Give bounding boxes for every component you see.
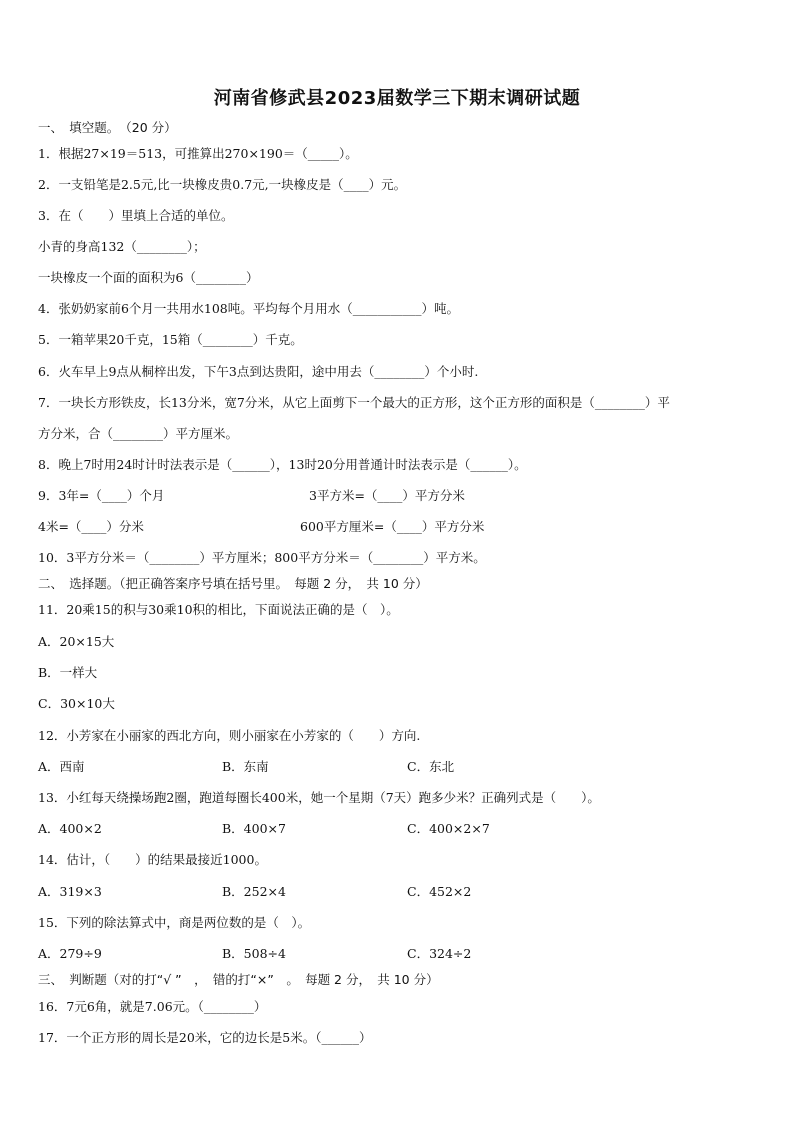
page-title: 河南省修武县2023届数学三下期末调研试题 xyxy=(213,88,581,109)
question-8: 8．晚上7时用24时计时法表示是（______），13时20分用普通计时法表示是（______）。 xyxy=(38,457,527,472)
question-17: 17．一个正方形的周长是20米，它的边长是5米。（______） xyxy=(38,1030,372,1045)
question-9-part-a: 9．3年=（____）个月 xyxy=(38,488,165,503)
question-14-option-c: C．452×2 xyxy=(407,884,472,899)
question-14-option-b: B．252×4 xyxy=(222,884,286,899)
question-13: 13．小红每天绕操场跑2圈，跑道每圈长400米，她一个星期（7天）跑多少米？正确列式是（ ）。 xyxy=(38,790,600,805)
question-13-option-c: C．400×2×7 xyxy=(407,821,490,836)
question-9-part-b: 3平方米=（____）平方分米 xyxy=(309,488,465,503)
question-13-option-a: A．400×2 xyxy=(38,821,102,836)
question-3-part-a: 小青的身高132（________）； xyxy=(38,239,206,254)
question-15-option-c: C．324÷2 xyxy=(407,946,472,961)
question-7-line-2: 方分米，合（________）平方厘米。 xyxy=(38,426,239,441)
section-heading-fill-in: 一、 填空题。 （20 分） xyxy=(38,120,177,135)
question-3-part-b: 一块橡皮一个面的面积为6（________） xyxy=(38,270,259,285)
question-15: 15．下列的除法算式中，商是两位数的是（ ）。 xyxy=(38,915,311,930)
question-14: 14．估计，（ ）的结果最接近1000。 xyxy=(38,852,267,867)
question-12-option-b: B．东南 xyxy=(222,759,269,774)
question-12-option-a: A．西南 xyxy=(38,759,85,774)
question-11-option-c: C．30×10大 xyxy=(38,696,115,711)
question-12: 12．小芳家在小丽家的西北方向，则小丽家在小芳家的（ ）方向. xyxy=(38,728,421,743)
question-16: 16．7元6角，就是7.06元。（________） xyxy=(38,999,267,1014)
question-13-option-b: B．400×7 xyxy=(222,821,286,836)
question-3: 3．在（ ）里填上合适的单位。 xyxy=(38,208,234,223)
question-11-option-a: A．20×15大 xyxy=(38,634,115,649)
question-12-option-c: C．东北 xyxy=(407,759,455,774)
question-15-option-b: B．508÷4 xyxy=(222,946,286,961)
question-11-option-b: B．一样大 xyxy=(38,665,98,680)
question-7-line-1: 7．一块长方形铁皮，长13分米，宽7分米，从它上面剪下一个最大的正方形，这个正方形的面积是（________）平 xyxy=(38,395,670,410)
section-heading-true-false: 三、 判断题（对的打“√ ” ， 错的打“×” 。 每题 2 分， 共 10 分） xyxy=(38,972,439,987)
section-heading-multiple-choice: 二、 选择题。（把正确答案序号填在括号里。 每题 2 分， 共 10 分） xyxy=(38,576,428,591)
question-6: 6．火车早上9点从桐梓出发，下午3点到达贵阳，途中用去（________）个小时. xyxy=(38,364,479,379)
question-14-option-a: A．319×3 xyxy=(38,884,102,899)
question-4: 4．张奶奶家前6个月一共用水108吨。平均每个月用水（___________）吨。 xyxy=(38,301,460,316)
question-10: 10．3平方分米＝（________）平方厘米；800平方分米＝（________）平方米。 xyxy=(38,550,486,565)
question-11: 11．20乘15的积与30乘10积的相比，下面说法正确的是（ ）。 xyxy=(38,602,399,617)
question-9-part-c: 4米=（____）分米 xyxy=(38,519,144,534)
question-15-option-a: A．279÷9 xyxy=(38,946,102,961)
question-1: 1．根据27×19＝513，可推算出270×190＝（_____）。 xyxy=(38,146,358,161)
question-2: 2．一支铅笔是2.5元,比一块橡皮贵0.7元,一块橡皮是（____）元。 xyxy=(38,177,407,192)
question-5: 5．一箱苹果20千克，15箱（________）千克。 xyxy=(38,332,303,347)
question-9-part-d: 600平方厘米=（____）平方分米 xyxy=(300,519,485,534)
